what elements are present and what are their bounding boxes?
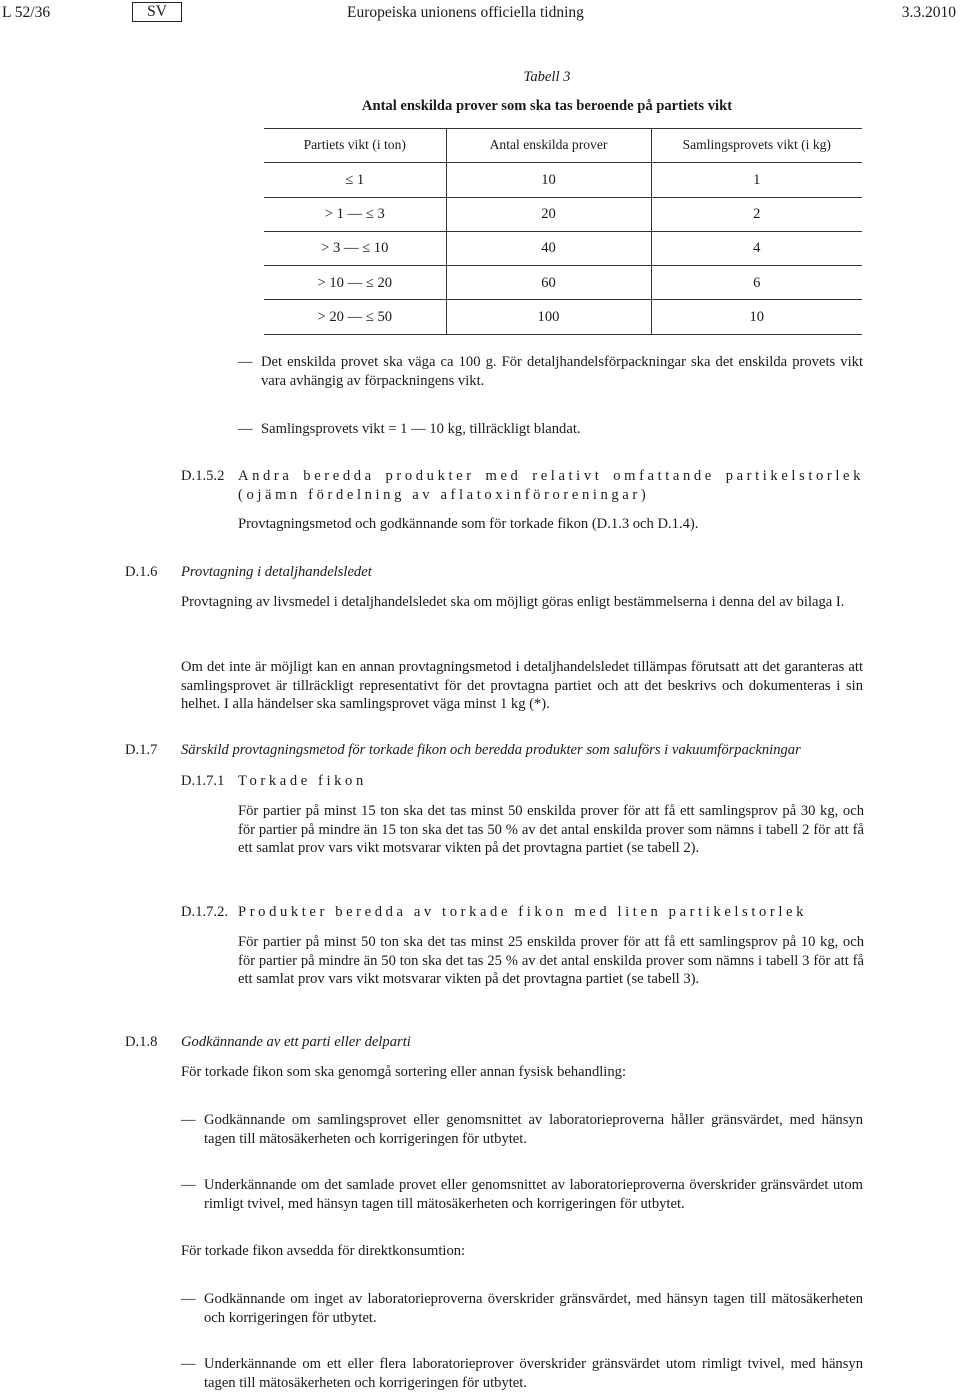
table-row	[264, 197, 862, 231]
table-cell: > 20 — ≤ 50	[264, 300, 446, 334]
table-row	[264, 300, 862, 334]
language-box: SV	[132, 2, 182, 22]
note-dash: —	[238, 421, 253, 437]
section-title: Produkter beredda av torkade fikon med liten partikelstorlek	[238, 904, 807, 920]
note-text: Det enskilda provet ska väga ca 100 g. För detaljhandelsförpackningar ska det enskilda provets vikt vara avhängig av förpackningens vikt.	[261, 354, 863, 389]
table-cell: ≤ 1	[264, 163, 446, 197]
table-cell: 10	[446, 163, 651, 197]
table-cell: 1	[651, 163, 862, 197]
section-title: Provtagning i detaljhandelsledet	[181, 564, 372, 580]
sample-table	[264, 128, 862, 335]
table-cell: 60	[446, 266, 651, 300]
table-row	[264, 266, 862, 300]
section-number: D.1.7	[125, 742, 158, 758]
table-header-row	[264, 129, 862, 163]
section-number: D.1.8	[125, 1034, 158, 1050]
section-title: Godkännande av ett parti eller delparti	[181, 1034, 411, 1050]
section-title: Andra beredda produkter med relativt omfattande partikelstorlek (ojämn fördelning av aflatoxinföroreningar)	[238, 468, 864, 503]
column-header: Samlingsprovets vikt (i kg)	[651, 129, 862, 163]
section-number: D.1.7.1	[181, 773, 225, 789]
bullet-dash: —	[181, 1177, 196, 1193]
table-title: Antal enskilda prover som ska tas beroende på partiets vikt	[361, 98, 733, 114]
table-row	[264, 231, 862, 265]
table-cell: 20	[446, 197, 651, 231]
paragraph: Om det inte är möjligt kan en annan provtagningsmetod i detaljhandelsledet tillämpas förutsatt att det garanteras att samlingsprovet är tillräckligt representativt för det provtagna partiet och att det beskrivs och dokumenteras i sin helhet. I alla händelser ska samlingsprovet väga minst 1 kg (*).	[181, 659, 863, 713]
table-cell: 6	[651, 266, 862, 300]
table-cell: > 1 — ≤ 3	[264, 197, 446, 231]
table-cell: > 10 — ≤ 20	[264, 266, 446, 300]
table-row	[264, 163, 862, 197]
paragraph: För partier på minst 50 ton ska det tas minst 25 enskilda prover för att få ett samlingsprov på 10 kg, och för partier på mindre än 50 ton ska det tas 25 % av det antal enskilda prover som nämns i tabell 3 för att få ett samlat prov vars vikt motsvarar vikten på det provtagna partiet (se tabell 3).	[238, 934, 864, 988]
section-title: Torkade fikon	[238, 773, 367, 789]
bullet-dash: —	[181, 1112, 196, 1128]
table-cell: 10	[651, 300, 862, 334]
bullet-text: Underkännande om det samlade provet eller genomsnittet av laboratorieproverna överskrider gränsvärdet utom rimligt tvivel, med hänsyn tagen till mätosäkerheten och korrigeringen för utbytet.	[204, 1177, 863, 1212]
table-cell: 4	[651, 231, 862, 265]
section-number: D.1.5.2	[181, 468, 225, 484]
section-title: Särskild provtagningsmetod för torkade fikon och beredda produkter som saluförs i vakuumförpackningar	[181, 742, 801, 758]
paragraph: För partier på minst 15 ton ska det tas minst 50 enskilda prover för att få ett samlingsprov på 30 kg, och för partier på mindre än 15 ton ska det tas 50 % av det antal enskilda prover som nämns i tabell 2 för att få ett samlat prov vars vikt motsvarar vikten på det provtagna partiet (se tabell 2).	[238, 803, 864, 857]
paragraph: För torkade fikon avsedda för direktkonsumtion:	[181, 1243, 466, 1259]
bullet-text: Underkännande om ett eller flera laboratorieprover överskrider gränsvärdet utom rimligt tvivel, med hänsyn tagen till mätosäkerheten och korrigeringen för utbytet.	[204, 1356, 863, 1391]
bullet-dash: —	[181, 1291, 196, 1307]
note-dash: —	[238, 354, 253, 370]
journal-title: Europeiska unionens officiella tidning	[347, 4, 584, 21]
section-number: D.1.7.2.	[181, 904, 229, 920]
table-cell: 40	[446, 231, 651, 265]
table-cell: 100	[446, 300, 651, 334]
column-header: Antal enskilda prover	[446, 129, 651, 163]
bullet-dash: —	[181, 1356, 196, 1372]
note-text: Samlingsprovets vikt = 1 — 10 kg, tillräckligt blandat.	[261, 421, 581, 437]
table-cell: > 3 — ≤ 10	[264, 231, 446, 265]
column-header: Partiets vikt (i ton)	[264, 129, 446, 163]
bullet-text: Godkännande om samlingsprovet eller genomsnittet av laboratorieproverna håller gränsvärdet, med hänsyn tagen till mätosäkerheten och korrigeringen för utbytet.	[204, 1112, 863, 1147]
page-code: L 52/36	[2, 4, 51, 21]
section-number: D.1.6	[125, 564, 158, 580]
paragraph: Provtagningsmetod och godkännande som för torkade fikon (D.1.3 och D.1.4).	[238, 516, 699, 532]
publication-date: 3.3.2010	[901, 4, 956, 21]
bullet-text: Godkännande om inget av laboratorieproverna överskrider gränsvärdet, med hänsyn tagen till mätosäkerheten och korrigeringen för utbytet.	[204, 1291, 863, 1326]
paragraph: Provtagning av livsmedel i detaljhandelsledet ska om möjligt göras enligt bestämmelserna i denna del av bilaga I.	[181, 594, 845, 610]
paragraph: För torkade fikon som ska genomgå sortering eller annan fysisk behandling:	[181, 1064, 627, 1080]
page-header	[0, 2, 960, 24]
table-number: Tabell 3	[523, 69, 571, 85]
table-cell: 2	[651, 197, 862, 231]
